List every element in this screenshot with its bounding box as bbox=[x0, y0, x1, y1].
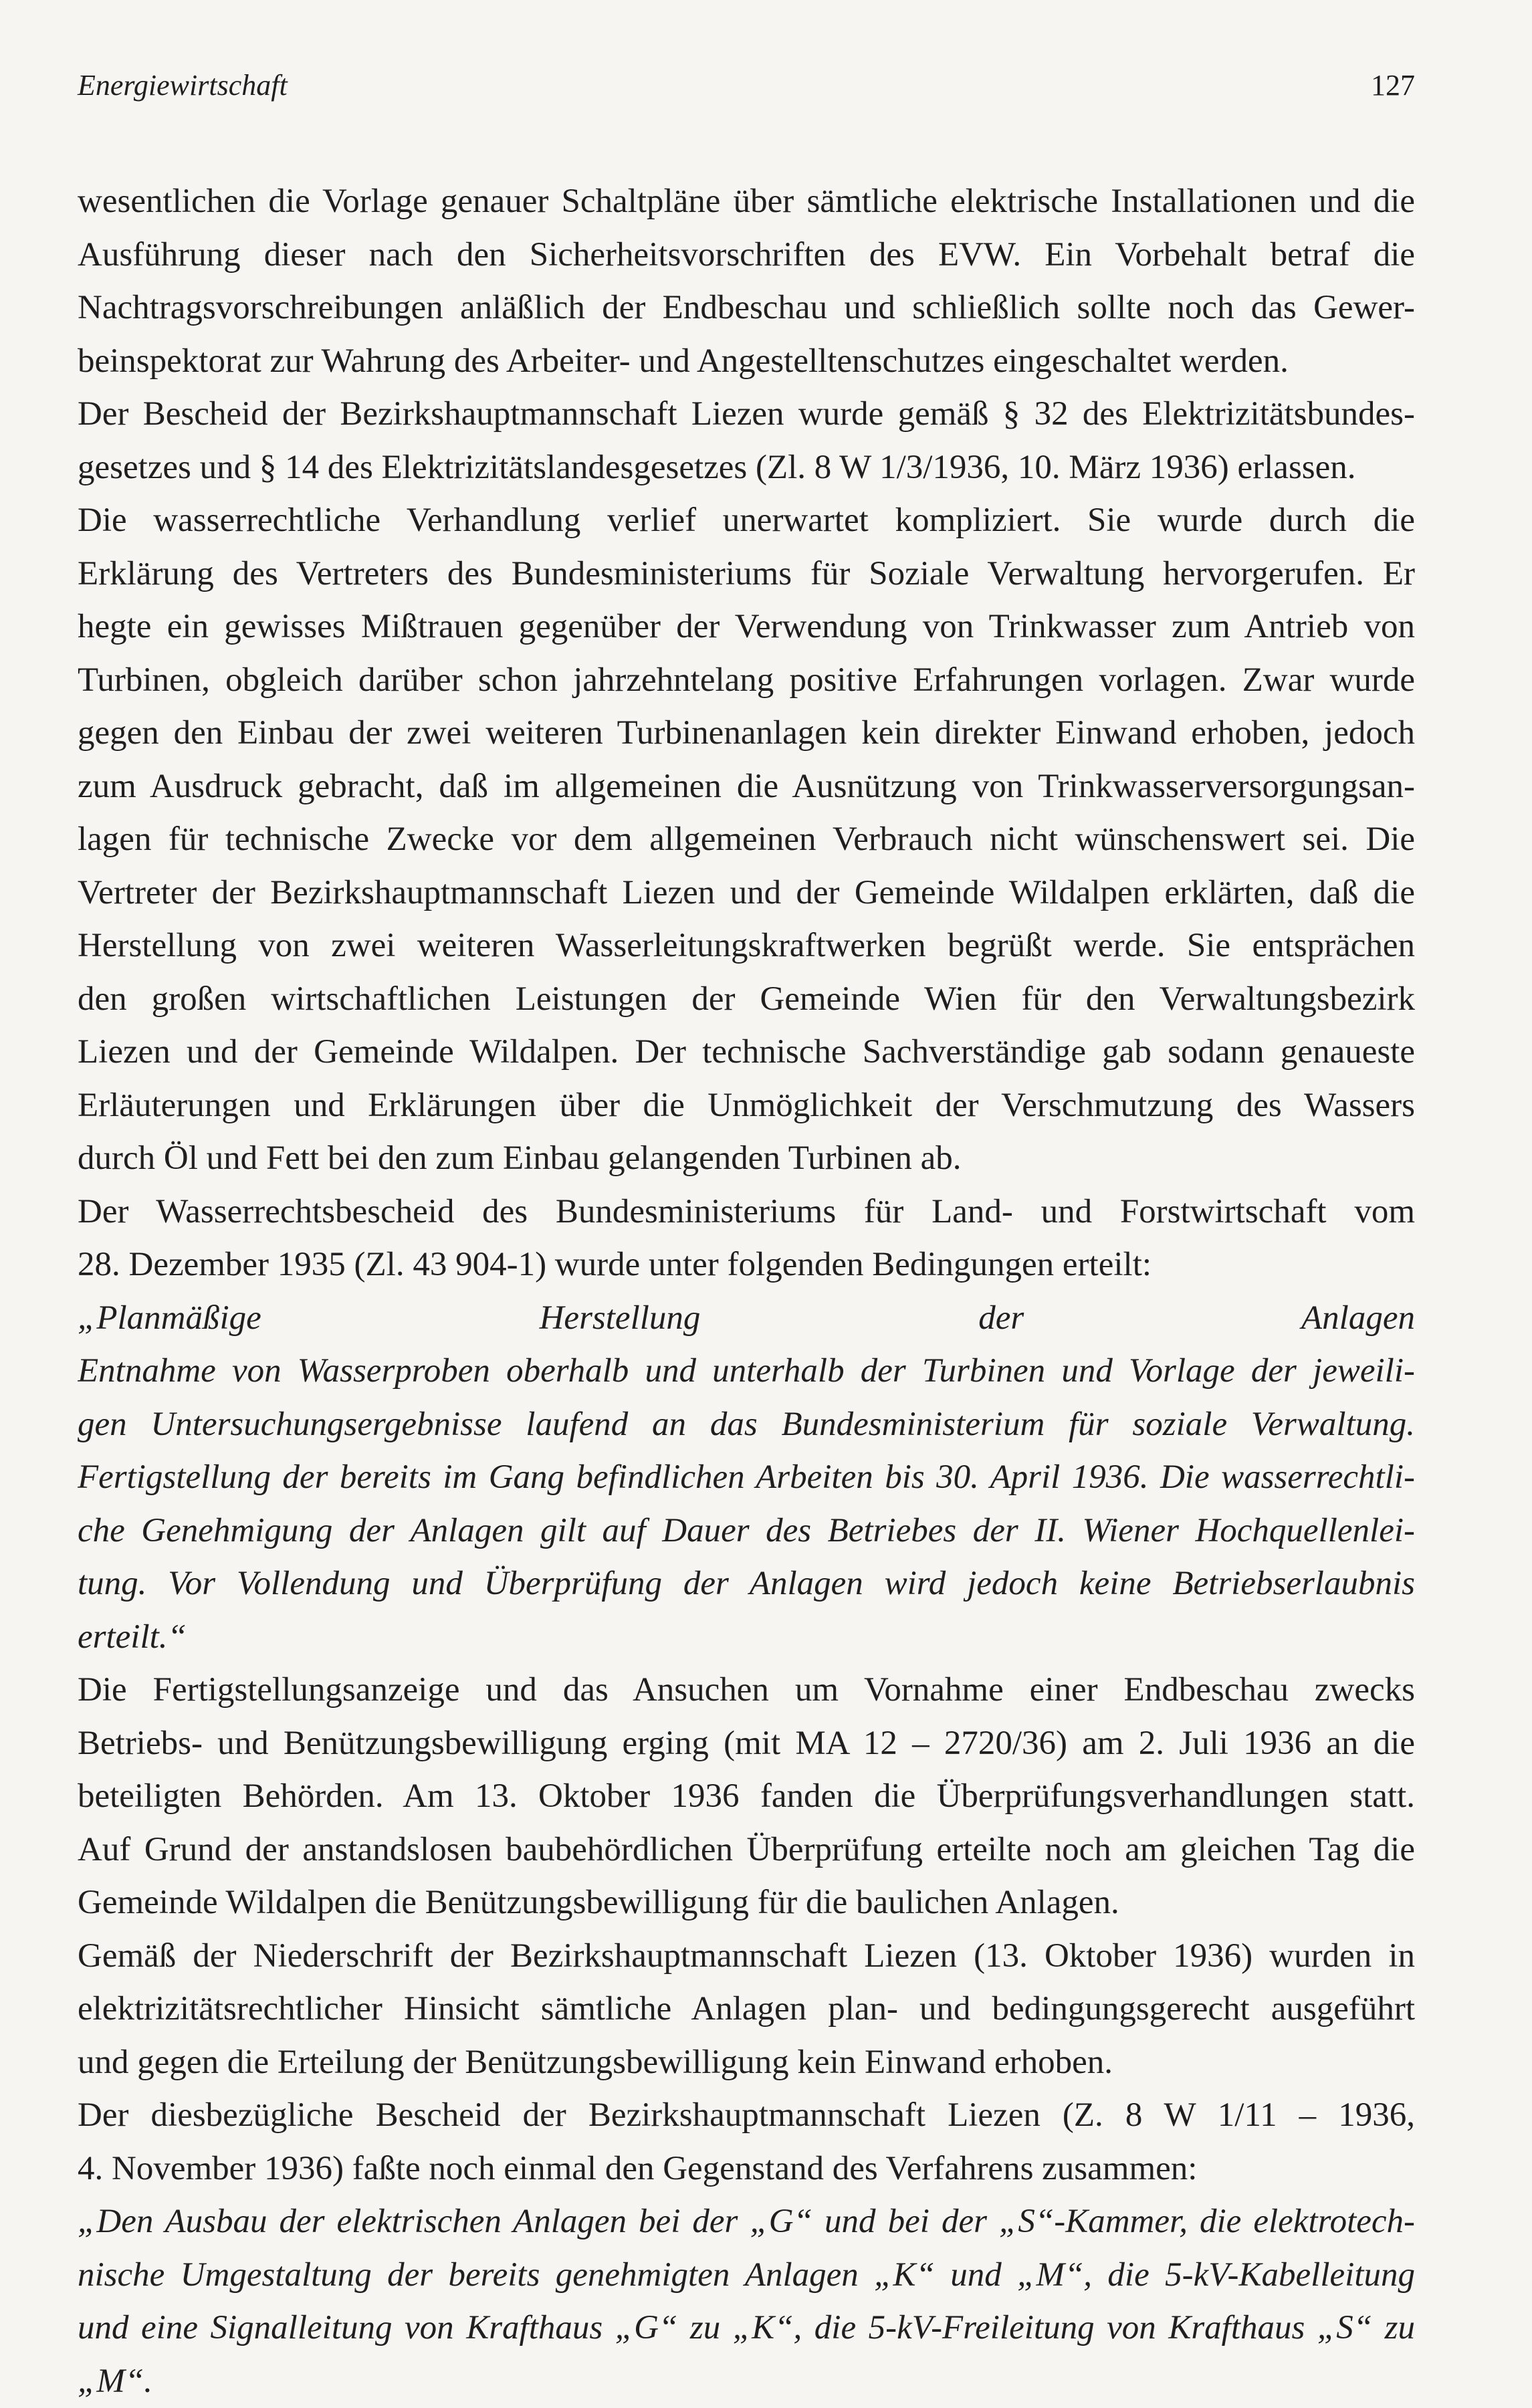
page-number: 127 bbox=[1371, 66, 1415, 106]
text-line: durch Öl und Fett bei den zum Einbau gelangenden Turbinen ab. bbox=[78, 1132, 1415, 1186]
text-line: Turbinen, obgleich darüber schon jahrzehntelang positive Erfahrungen vorlagen. Zwar wurde bbox=[78, 654, 1415, 707]
text-line: den großen wirtschaftlichen Leistungen der Gemeinde Wien für den Verwaltungsbezirk bbox=[78, 973, 1415, 1026]
text-line: beinspektorat zur Wahrung des Arbeiter- und Angestelltenschutzes eingeschaltet werden. bbox=[78, 335, 1415, 389]
text-line: 28. Dezember 1935 (Zl. 43 904-1) wurde unter folgenden Bedingungen erteilt: bbox=[78, 1238, 1415, 1292]
text-line: „Den Ausbau der elektrischen Anlagen bei der „G“ und bei der „S“-Kammer, die elektrotech- bbox=[78, 2195, 1415, 2249]
text-line: Entnahme von Wasserproben oberhalb und unterhalb der Turbinen und Vorlage der jeweili- bbox=[78, 1345, 1415, 1398]
text-line: beteiligten Behörden. Am 13. Oktober 1936 fanden die Überprüfungsverhandlungen statt. bbox=[78, 1770, 1415, 1824]
text-line: wesentlichen die Vorlage genauer Schaltpläne über sämtliche elektrische Installationen und die bbox=[78, 175, 1415, 229]
paragraph bbox=[78, 175, 1415, 388]
text-line: Gemeinde Wildalpen die Benützungsbewilligung für die baulichen Anlagen. bbox=[78, 1876, 1415, 1930]
text-line: tung. Vor Vollendung und Überprüfung der Anlagen wird jedoch keine Betriebserlaubnis bbox=[78, 1557, 1415, 1611]
running-title: Energiewirtschaft bbox=[78, 66, 288, 106]
paragraph bbox=[78, 1664, 1415, 1930]
quoted-paragraph bbox=[78, 2195, 1415, 2408]
text-line: Die Fertigstellungsanzeige und das Ansuchen um Vornahme einer Endbeschau zwecks bbox=[78, 1664, 1415, 1717]
text-line: „M“. bbox=[78, 2355, 1415, 2408]
text-line: Der Bescheid der Bezirkshauptmannschaft Liezen wurde gemäß § 32 des Elektrizitätsbundes- bbox=[78, 388, 1415, 441]
text-line: 4. November 1936) faßte noch einmal den Gegenstand des Verfahrens zusammen: bbox=[78, 2143, 1415, 2196]
text-line: und gegen die Erteilung der Benützungsbewilligung kein Einwand erhoben. bbox=[78, 2036, 1415, 2090]
paragraph bbox=[78, 1930, 1415, 2090]
text-line: Betriebs- und Benützungsbewilligung erging (mit MA 12 – 2720/36) am 2. Juli 1936 an die bbox=[78, 1717, 1415, 1771]
text-line: Liezen und der Gemeinde Wildalpen. Der technische Sachverständige gab sodann genaueste bbox=[78, 1026, 1415, 1079]
text-line: Der diesbezügliche Bescheid der Bezirkshauptmannschaft Liezen (Z. 8 W 1/11 – 1936, bbox=[78, 2089, 1415, 2143]
text-line: gen Untersuchungsergebnisse laufend an das Bundesministerium für soziale Verwaltung. bbox=[78, 1398, 1415, 1452]
paragraph bbox=[78, 1186, 1415, 1292]
text-line: Ausführung dieser nach den Sicherheitsvorschriften des EVW. Ein Vorbehalt betraf die bbox=[78, 229, 1415, 282]
text-line: erteilt.“ bbox=[78, 1611, 1415, 1664]
paragraph bbox=[78, 388, 1415, 494]
text-line: che Genehmigung der Anlagen gilt auf Dauer des Betriebes der II. Wiener Hochquellenlei- bbox=[78, 1505, 1415, 1558]
text-line: „Planmäßige Herstellung der Anlagen bbox=[78, 1292, 1415, 1345]
text-line: elektrizitätsrechtlicher Hinsicht sämtliche Anlagen plan- und bedingungsgerecht ausgeführt bbox=[78, 1983, 1415, 2036]
text-line: zum Ausdruck gebracht, daß im allgemeinen die Ausnützung von Trinkwasserversorgungsan- bbox=[78, 760, 1415, 814]
text-line: Erläuterungen und Erklärungen über die Unmöglichkeit der Verschmutzung des Wassers bbox=[78, 1079, 1415, 1133]
text-line: gesetzes und § 14 des Elektrizitätslandesgesetzes (Zl. 8 W 1/3/1936, 10. März 1936) erlassen. bbox=[78, 441, 1415, 495]
quoted-paragraph bbox=[78, 1292, 1415, 1664]
text-line: Fertigstellung der bereits im Gang befindlichen Arbeiten bis 30. April 1936. Die wasserrechtli- bbox=[78, 1451, 1415, 1505]
text-line: Herstellung von zwei weiteren Wasserleitungskraftwerken begrüßt werde. Sie entsprächen bbox=[78, 919, 1415, 973]
body-text bbox=[78, 175, 1415, 2408]
paragraph bbox=[78, 494, 1415, 1186]
text-line: Vertreter der Bezirkshauptmannschaft Liezen und der Gemeinde Wildalpen erklärten, daß die bbox=[78, 867, 1415, 920]
text-line: hegte ein gewisses Mißtrauen gegenüber der Verwendung von Trinkwasser zum Antrieb von bbox=[78, 600, 1415, 654]
text-line: gegen den Einbau der zwei weiteren Turbinenanlagen kein direkter Einwand erhoben, jedoch bbox=[78, 707, 1415, 760]
text-line: Auf Grund der anstandslosen baubehördlichen Überprüfung erteilte noch am gleichen Tag die bbox=[78, 1824, 1415, 1877]
paragraph bbox=[78, 2089, 1415, 2195]
text-line: Die wasserrechtliche Verhandlung verlief unerwartet kompliziert. Sie wurde durch die bbox=[78, 494, 1415, 548]
text-line: nische Umgestaltung der bereits genehmigten Anlagen „K“ und „M“, die 5-kV-Kabelleitung bbox=[78, 2249, 1415, 2302]
running-head bbox=[78, 66, 1415, 106]
text-line: Erklärung des Vertreters des Bundesministeriums für Soziale Verwaltung hervorgerufen. Er bbox=[78, 548, 1415, 601]
text-line: und eine Signalleitung von Krafthaus „G“ zu „K“, die 5-kV-Freileitung von Krafthaus „S“ zu bbox=[78, 2302, 1415, 2355]
text-line: Der Wasserrechtsbescheid des Bundesministeriums für Land- und Forstwirtschaft vom bbox=[78, 1186, 1415, 1239]
text-line: lagen für technische Zwecke vor dem allgemeinen Verbrauch nicht wünschenswert sei. Die bbox=[78, 813, 1415, 867]
text-line: Gemäß der Niederschrift der Bezirkshauptmannschaft Liezen (13. Oktober 1936) wurden in bbox=[78, 1930, 1415, 1983]
text-line: Nachtragsvorschreibungen anläßlich der Endbeschau und schließlich sollte noch das Gewer- bbox=[78, 282, 1415, 335]
